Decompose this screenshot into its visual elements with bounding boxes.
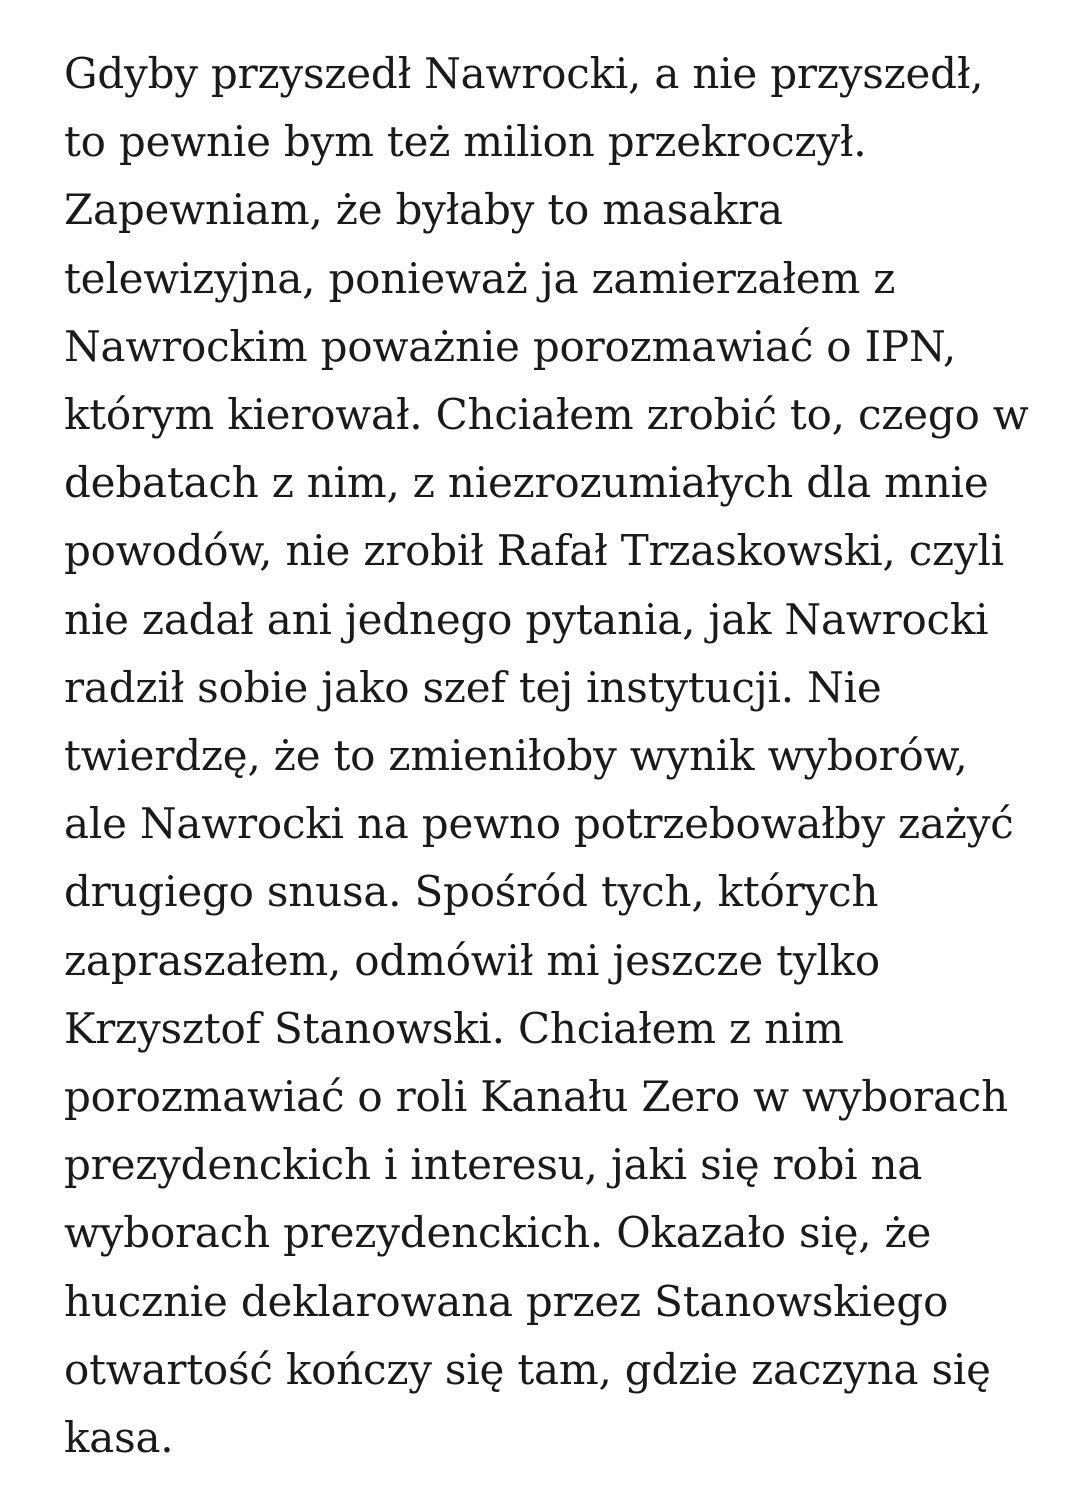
paragraph-line: którym kierował. Chciałem zrobić to, czego w [64,390,1029,440]
paragraph-line: kasa. [64,1413,174,1463]
paragraph-line: Zapewniam, że byłaby to masakra [64,185,783,235]
paragraph-line: ale Nawrocki na pewno potrzebowałby zażyć [64,799,1014,849]
paragraph-line: Nawrockim poważnie porozmawiać o IPN, [64,321,956,371]
paragraph-line: debatach z nim, z niezrozumiałych dla mnie [64,458,989,508]
paragraph-line: zapraszałem, odmówił mi jeszcze tylko [64,935,880,985]
paragraph-line: nie zadał ani jednego pytania, jak Nawrocki [64,594,989,644]
paragraph-line: Gdyby przyszedł Nawrocki, a nie przyszedł, [64,49,984,98]
paragraph-line: radził sobie jako szef tej instytucji. Nie [64,662,882,712]
paragraph-line: powodów, nie zrobił Rafał Trzaskowski, czyli [64,526,1004,576]
paragraph-line: otwartość kończy się tam, gdzie zaczyna się [64,1344,991,1394]
article-paragraph [64,40,1064,1472]
paragraph-line: hucznie deklarowana przez Stanowskiego [64,1276,949,1326]
paragraph-line: Krzysztof Stanowski. Chciałem z nim [64,1003,844,1053]
paragraph-line: drugiego snusa. Spośród tych, których [64,867,879,917]
paragraph-line: wyborach prezydenckich. Okazało się, że [64,1208,932,1258]
paragraph-line: porozmawiać o roli Kanału Zero w wyborach [64,1072,1008,1122]
paragraph-line: twierdzę, że to zmieniłoby wynik wyborów, [64,731,968,781]
paragraph-line: prezydenckich i interesu, jaki się robi na [64,1140,923,1190]
paragraph-line: to pewnie bym też milion przekroczył. [64,117,867,167]
paragraph-line: telewizyjna, ponieważ ja zamierzałem z [64,253,896,303]
